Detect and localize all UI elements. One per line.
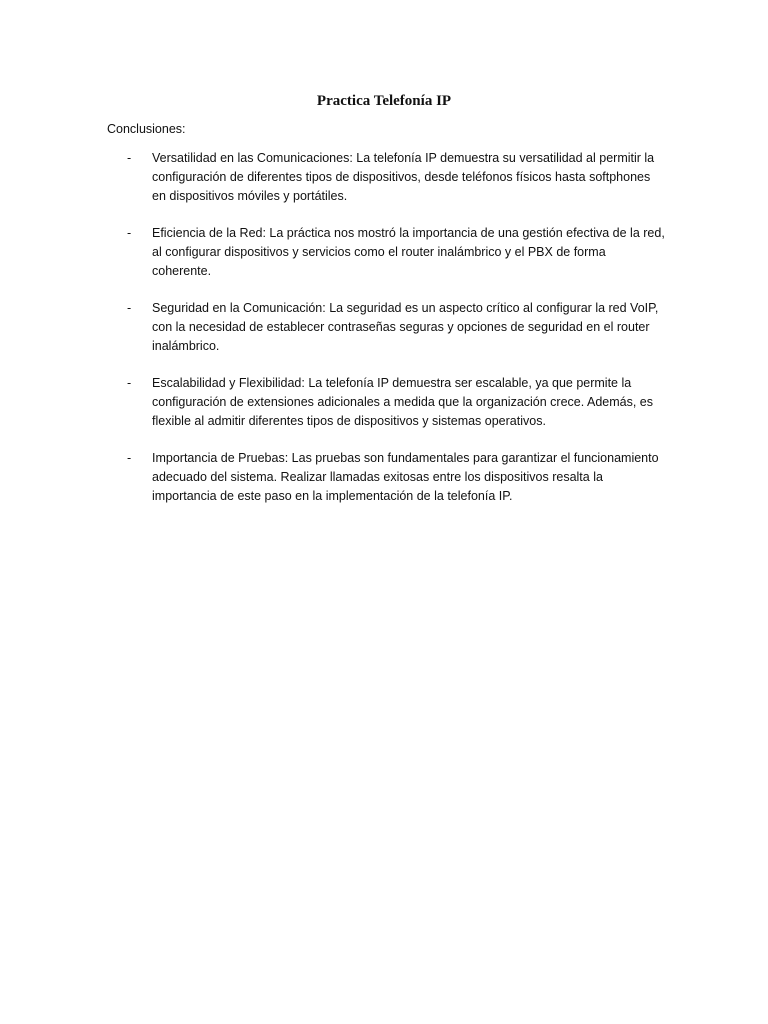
list-item [127,224,667,281]
list-item [127,449,667,506]
bullet-marker: - [127,301,132,315]
list-item-text: Escalabilidad y Flexibilidad: La telefonía IP demuestra ser escalable, ya que permite la configuración de extensiones adicionales a medida que la organización crece. Además, es flexible al admitir diferentes tipos de dispositivos y sistemas operativos. [152,376,654,428]
document-title: Practica Telefonía IP [316,93,452,109]
list-item-text: Importancia de Pruebas: Las pruebas son fundamentales para garantizar el funcionamiento adecuado del sistema. Realizar llamadas exitosas entre los dispositivos resalta la importancia de este paso en la implementación de la telefonía IP. [152,451,659,503]
bullet-marker: - [127,451,132,465]
list-item [127,374,667,431]
list-item [127,149,667,206]
list-item-text: Versatilidad en las Comunicaciones: La telefonía IP demuestra su versatilidad al permitir la configuración de diferentes tipos de dispositivos, desde teléfonos físicos hasta softphones en dispositivos móviles y portátiles. [152,151,655,203]
conclusions-list [127,149,667,524]
list-item-text: Eficiencia de la Red: La práctica nos mostró la importancia de una gestión efectiva de la red, al configurar dispositivos y servicios como el router inalámbrico y el PBX de forma coherente. [152,226,665,278]
bullet-marker: - [127,376,132,390]
bullet-marker: - [127,151,132,165]
section-label: Conclusiones: [107,122,186,136]
list-item-text: Seguridad en la Comunicación: La seguridad es un aspecto crítico al configurar la red VoIP, con la necesidad de establecer contraseñas seguras y opciones de seguridad en el router inalámbrico. [152,301,659,353]
bullet-marker: - [127,226,132,240]
list-item [127,299,667,356]
